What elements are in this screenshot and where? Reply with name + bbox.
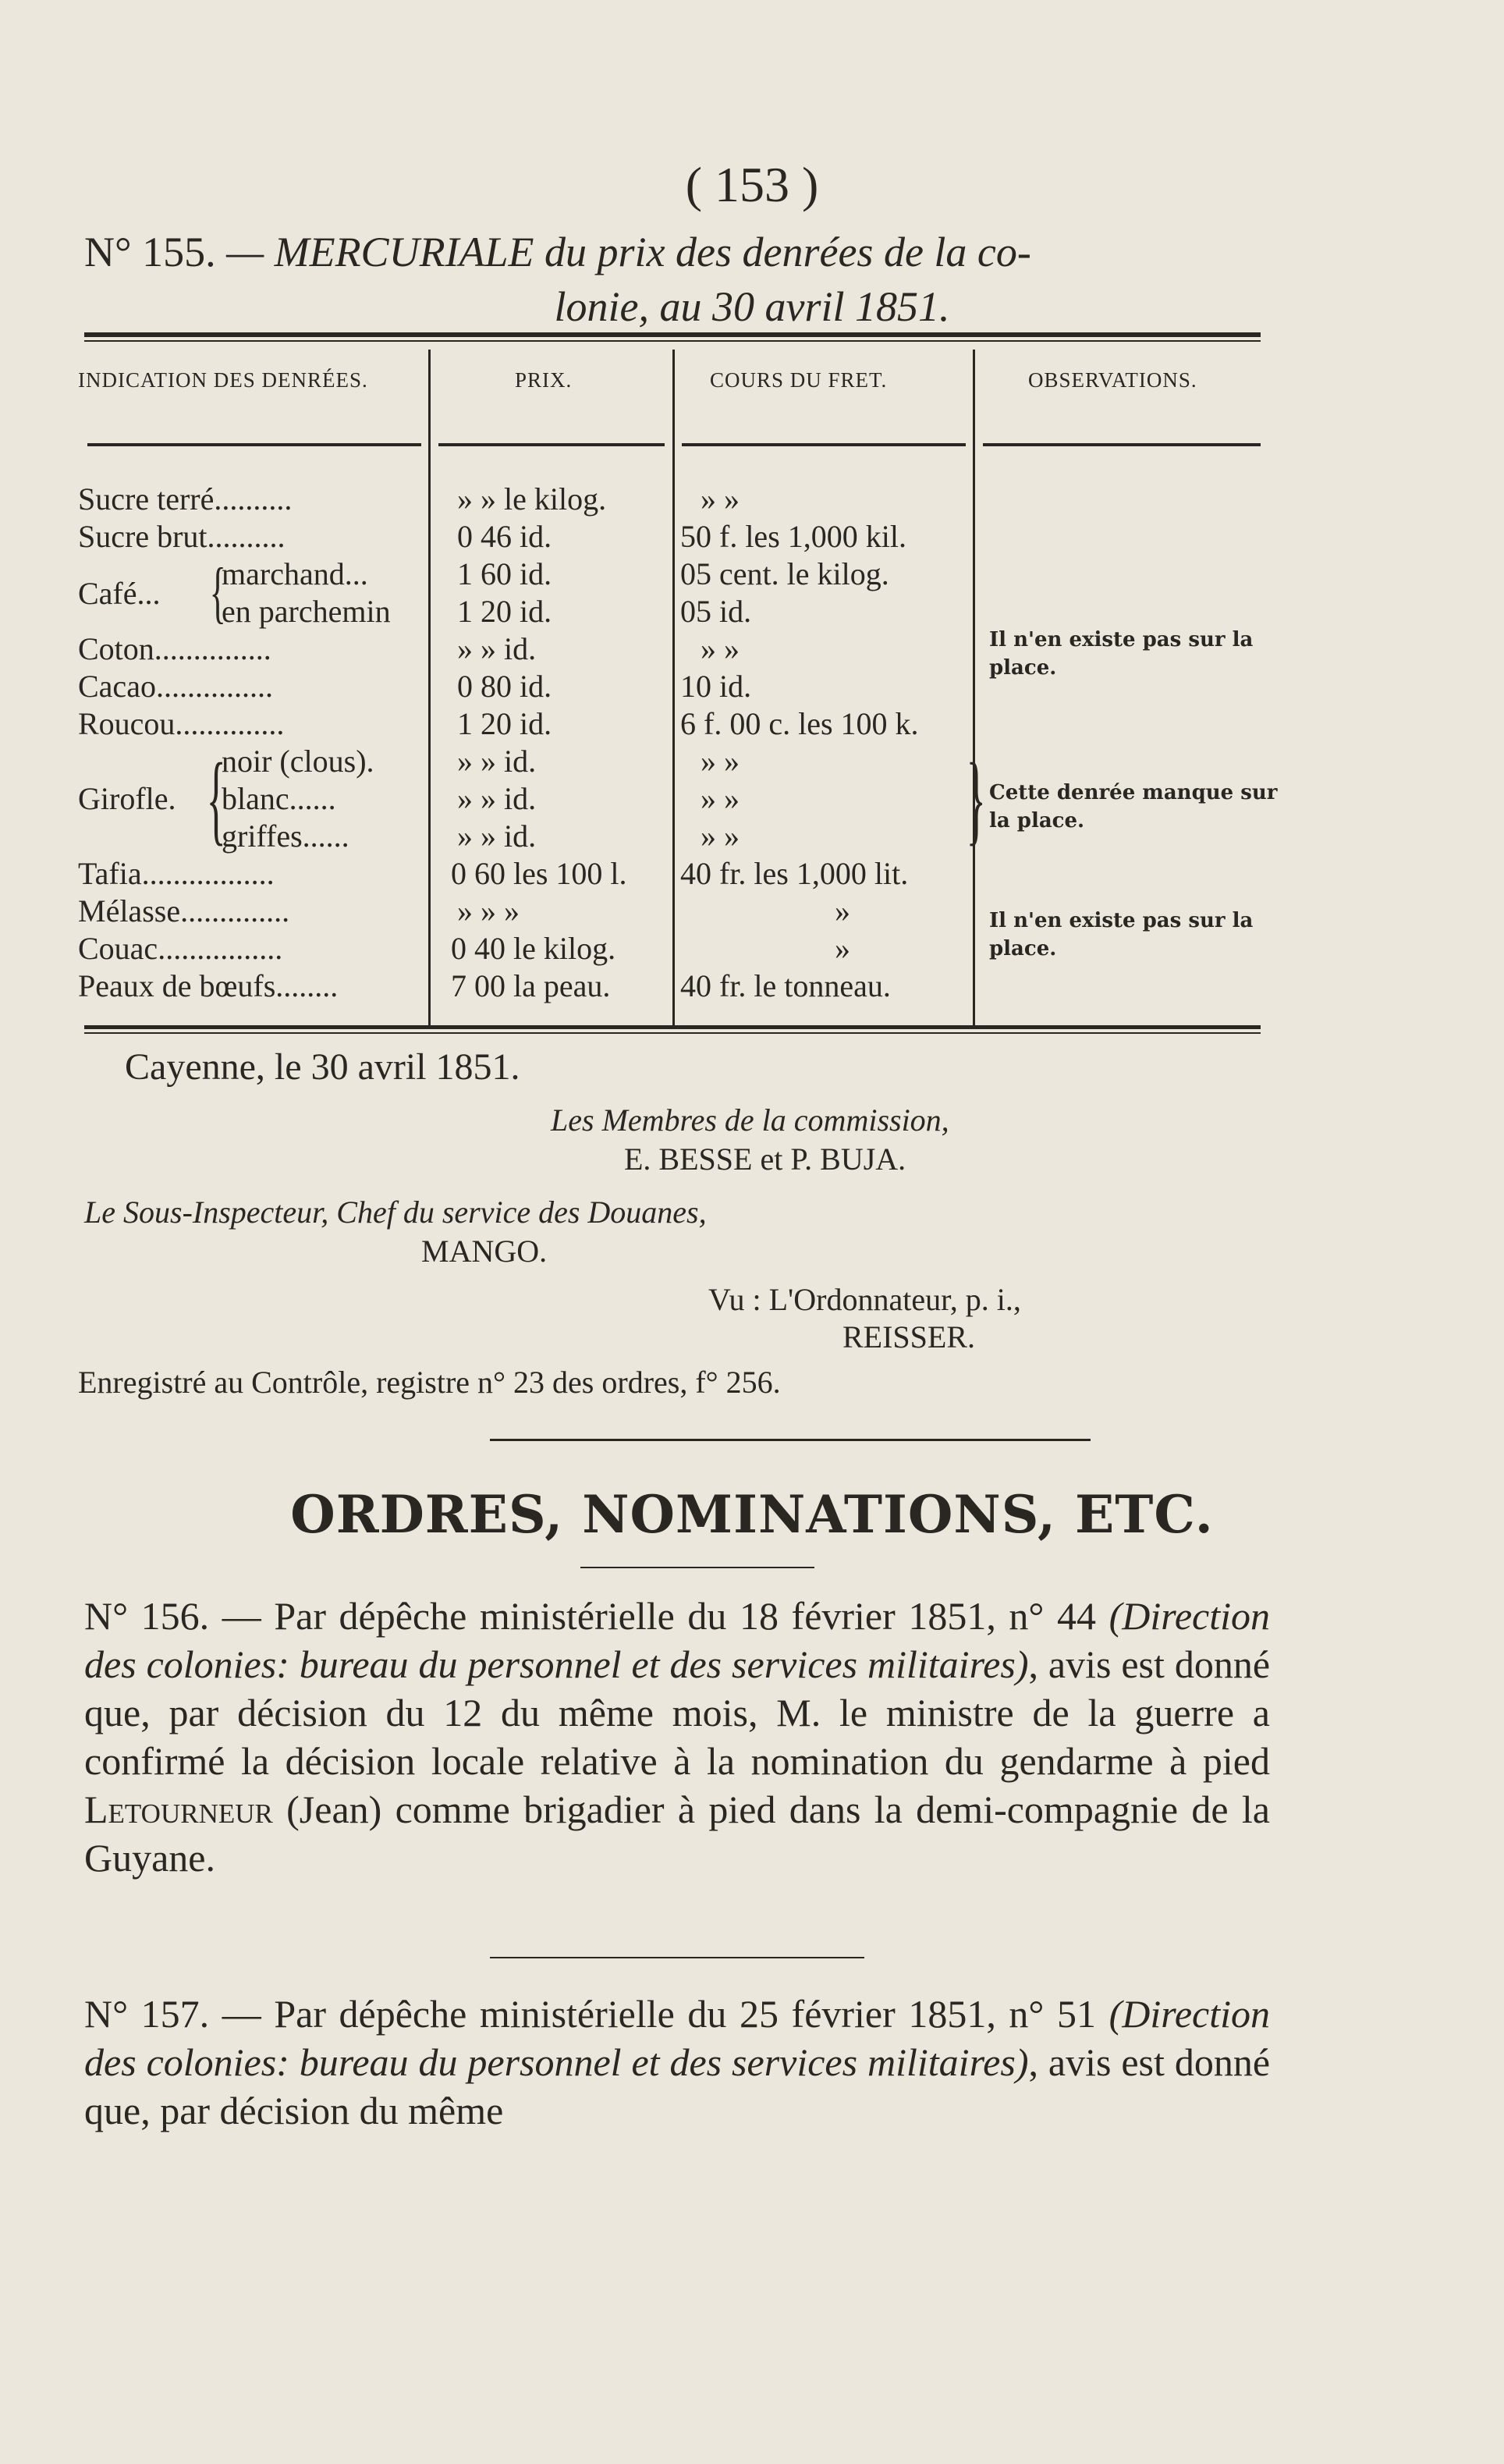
brace-cafe: { [209, 555, 226, 630]
row-7-fret: 6 f. 00 c. les 100 k. [680, 706, 919, 741]
vu-label: Vu : L'Ordonnateur, p. i., [708, 1282, 1021, 1317]
notice-155-title [84, 228, 1031, 276]
row-8-prix: » » id. [457, 744, 537, 779]
notice-156-text-c: (Jean) comme brigadier à pied dans la demi-compagnie de la Guyane. [84, 1788, 1270, 1880]
section-title-underline [580, 1567, 814, 1568]
row-9-prix: » » id. [457, 781, 537, 816]
row-2-name: Sucre brut.......... [78, 519, 286, 554]
notice-156-text-a: N° 156. — Par dépêche ministérielle du 18 février 1851, n° 44 [84, 1594, 1109, 1638]
row-14-prix: 7 00 la peau. [451, 968, 611, 1003]
row-6-prix: 0 80 id. [457, 669, 552, 704]
header-underline-4 [983, 443, 1261, 446]
row-9-name: blanc...... [222, 781, 336, 816]
table-top-rule [84, 332, 1261, 337]
row-2-prix: 0 46 id. [457, 519, 552, 554]
row-4-fret: 05 id. [680, 594, 752, 629]
row-8-fret: » » [701, 744, 740, 779]
row-3-name: marchand... [222, 556, 368, 591]
row-12-prix: » » » [457, 893, 520, 928]
table-top-rule-thin [84, 340, 1261, 342]
row-5-name: Coton............... [78, 631, 271, 666]
row-7-name: Roucou.............. [78, 706, 285, 741]
notice-157-italic: (Direction des colonies: bureau du personnel et des services militaires) [84, 1992, 1270, 2084]
row-10-prix: » » id. [457, 818, 537, 854]
notice-156 [84, 1592, 1270, 1882]
row-14-fret: 40 fr. le tonneau. [680, 968, 891, 1003]
header-underline-1 [87, 443, 421, 446]
observation-3: Il n'en existe pas sur la place. [989, 909, 1254, 960]
notice-157-text-b: , avis est donné que, par décision du même [84, 2040, 1271, 2132]
notice-155-title-italic: — MERCURIALE du prix des denrées de la co- [226, 229, 1031, 275]
row-14-name: Peaux de bœufs........ [78, 968, 339, 1003]
observation-1: Il n'en existe pas sur la place. [989, 628, 1254, 680]
row-10-fret: » » [701, 818, 740, 854]
notice-156-name: Letourneur [84, 1788, 273, 1831]
notice-156-text-b: , avis est donné que, par décision du 12 du même mois, M. le ministre de la guerre a confirmé la décision locale relative à la nomination du gendarme à pied [84, 1642, 1271, 1783]
place-date: Cayenne, le 30 avril 1851. [125, 1046, 520, 1088]
inspector-name: MANGO. [421, 1234, 548, 1269]
row-4-prix: 1 20 id. [457, 594, 552, 629]
row-12-name: Mélasse.............. [78, 893, 290, 928]
section-title: ORDRES, NOMINATIONS, ETC. [290, 1484, 1214, 1545]
notice-155-number: N° 155. [84, 229, 216, 275]
row-11-fret: 40 fr. les 1,000 lit. [680, 856, 909, 891]
row-13-fret: » [835, 931, 850, 966]
row-6-name: Cacao............... [78, 669, 273, 704]
row-1-fret: » » [701, 481, 740, 517]
table-bottom-rule [84, 1025, 1261, 1029]
row-7-prix: 1 20 id. [457, 706, 552, 741]
row-3-fret: 05 cent. le kilog. [680, 556, 889, 591]
notice-157-text-a: N° 157. — Par dépêche ministérielle du 25 février 1851, n° 51 [84, 1992, 1109, 2036]
group-girofle-label: Girofle. [78, 781, 176, 816]
row-6-fret: 10 id. [680, 669, 752, 704]
notice-155-title-line2: lonie, au 30 avril 1851. [554, 283, 950, 330]
row-1-name: Sucre terré.......... [78, 481, 293, 517]
members-label: Les Membres de la commission, [551, 1102, 949, 1138]
brace-observation-2: } [966, 743, 986, 855]
header-prix: PRIX. [515, 368, 573, 392]
row-5-prix: » » id. [457, 631, 537, 666]
row-9-fret: » » [701, 781, 740, 816]
row-3-prix: 1 60 id. [457, 556, 552, 591]
vu-name: REISSER. [842, 1319, 976, 1354]
section-divider [490, 1439, 1091, 1441]
notice-157 [84, 1990, 1270, 2135]
col-divider-2 [672, 350, 675, 1028]
inspector-label: Le Sous-Inspecteur, Chef du service des Douanes, [84, 1195, 707, 1230]
header-observations: OBSERVATIONS. [1028, 368, 1197, 392]
col-divider-3 [973, 350, 975, 1028]
row-11-prix: 0 60 les 100 l. [451, 856, 627, 891]
members-names: E. BESSE et P. BUJA. [624, 1141, 906, 1177]
row-13-name: Couac................ [78, 931, 283, 966]
table-bottom-rule-thin [84, 1032, 1261, 1034]
header-underline-2 [438, 443, 665, 446]
row-4-name: en parchemin [222, 594, 391, 629]
row-2-fret: 50 f. les 1,000 kil. [680, 519, 906, 554]
header-indication: INDICATION DES DENRÉES. [78, 368, 368, 392]
row-11-name: Tafia................. [78, 856, 275, 891]
observation-2: Cette denrée manque sur la place. [989, 781, 1278, 833]
notice-divider [490, 1957, 864, 1958]
group-cafe-label: Café... [78, 576, 161, 611]
header-underline-3 [682, 443, 966, 446]
page-number: ( 153 ) [685, 157, 819, 212]
notice-156-italic: (Direction des colonies: bureau du personnel et des services militaires) [84, 1594, 1270, 1686]
row-10-name: griffes...... [222, 818, 349, 854]
row-13-prix: 0 40 le kilog. [451, 931, 616, 966]
header-cours-fret: COURS DU FRET. [710, 368, 888, 392]
row-5-fret: » » [701, 631, 740, 666]
col-divider-1 [428, 350, 431, 1028]
row-8-name: noir (clous). [222, 744, 374, 779]
row-1-prix: » » le kilog. [457, 481, 607, 517]
brace-girofle: { [206, 743, 226, 855]
row-12-fret: » [835, 893, 850, 928]
registration-note: Enregistré au Contrôle, registre n° 23 des ordres, f° 256. [78, 1365, 781, 1400]
